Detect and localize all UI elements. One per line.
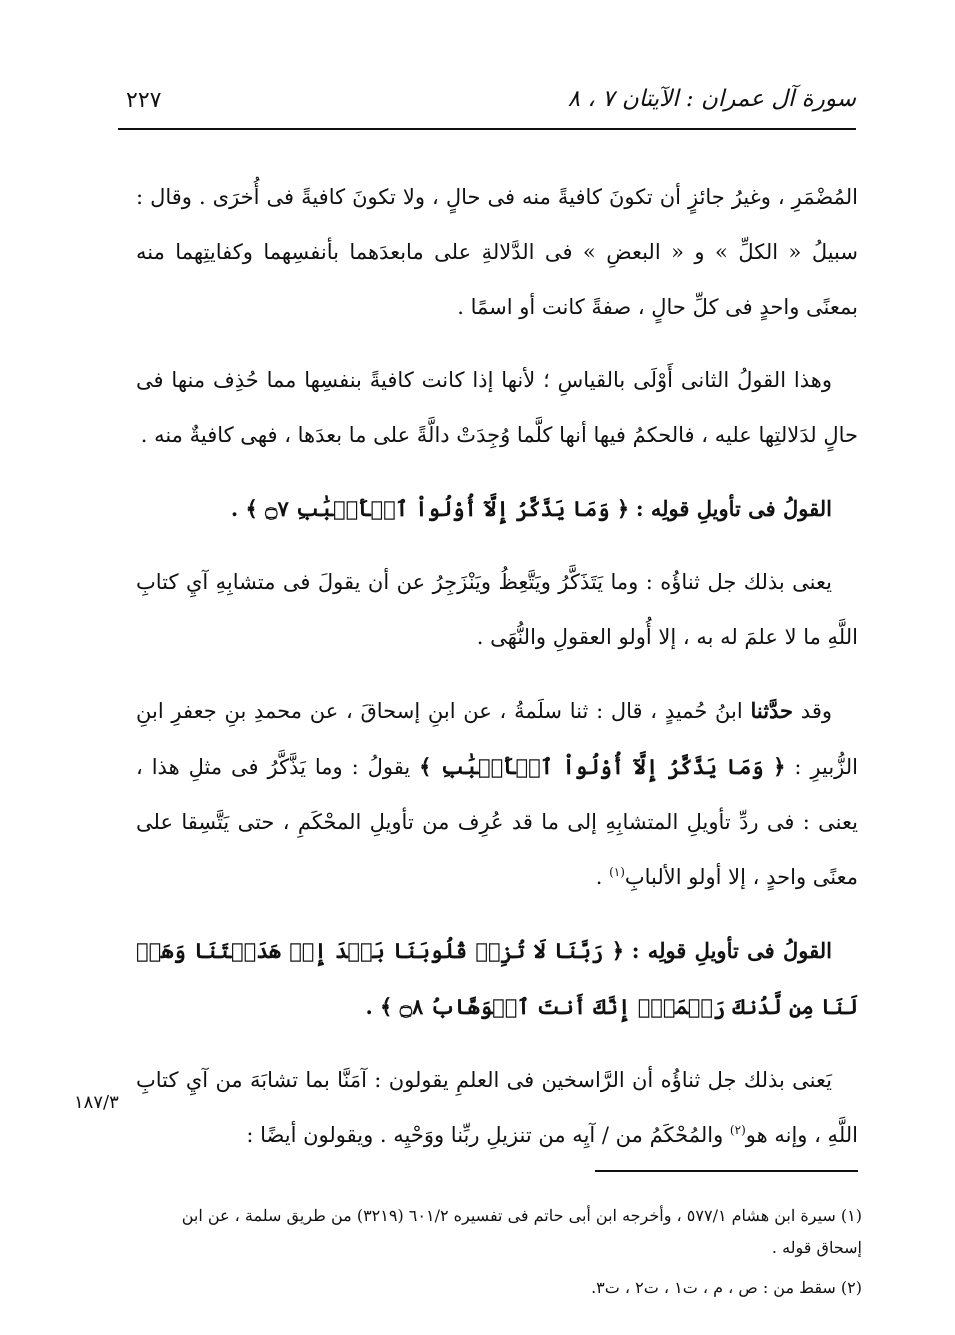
quran-verse: ﴿ وَمَا يَذَّكَّرُ إِلَّآ أُوْلُواْ ٱلۡأَلۡبَٰبِ ۝٧ ﴾ . [230, 496, 630, 521]
heading-label: القولُ فى تأويلِ قولِه : [631, 938, 832, 963]
paragraph-2: وهذا القولُ الثانى أَوْلَى بالقياسِ ؛ لأنها إذا كانت كافيةً بنفسِها مما حُذِف منها فى حالٍ لدَلالتِها عليه ، فالحكمُ فيها أنها كلَّما وُجِدَتْ دالَّةً على ما بعدَها ، فهى كافيةٌ منه . [136, 368, 858, 447]
footnote-2: (٢) سقط من : ص ، م ، ت١ ، ت٢ ، ت٣. [591, 1278, 862, 1297]
haddathana: حدَّثنا [750, 698, 794, 723]
footnote-1: (١) سيرة ابن هشام ٥٧٧/١ ، وأخرجه ابن أبى حاتم فى تفسيره ٦٠١/٢ (٣٢١٩) من طريق سلمة ، عن ابن إسحاق قوله . [181, 1206, 862, 1257]
paragraph-4 [136, 1053, 858, 1163]
heading-verse-8 [136, 923, 858, 1035]
footnote-ref: (١) [609, 865, 625, 879]
isnad-lead: وقد [800, 699, 832, 723]
main-text [136, 170, 858, 1181]
paragraph-4-start: يَعنى بذلك جل ثناؤُه أن الرَّاسخين فى العلمِ يقولون : آمَنَّا بما تشابَهَ من آيِ كتابِ اللَّهِ ، وإنه هو [136, 1068, 858, 1147]
paragraph-4-rest: والمُحْكَمُ من / آيِه من تنزيلِ ربِّنا ووَحْيِه . ويقولون أيضًا : [246, 1123, 724, 1147]
page-number: ٢٢٧ [126, 88, 162, 113]
margin-volume-page: ١٨٧/٣ [74, 1092, 119, 1113]
header-title: سورة آل عمران : الآيتان ٧ ، ٨ [567, 86, 856, 112]
quran-verse: ﴿ رَبَّنَا لَا تُزِغۡ قُلُوبَنَا بَعۡدَ إِذۡ هَدَيۡتَنَا وَهَبۡ لَنَا مِن لَّدُنكَ رَحۡمَةًۚ إِنَّكَ أَنتَ ٱلۡوَهَّابُ ۝٨ ﴾ . [136, 938, 858, 1019]
heading-verse-7 [136, 481, 858, 537]
footnotes [150, 1200, 862, 1312]
header-rule [118, 128, 856, 130]
quran-verse: ﴿ وَمَا يَذَّكَّرُ إِلَّآ أُوْلُواْ ٱلۡأَلۡبَٰبِ ﴾ [419, 754, 786, 779]
paragraph-1: المُضْمَرِ ، وغيرُ جائزٍ أن تكونَ كافيةً منه فى حالٍ ، ولا تكونَ كافيةً فى أُخرَى . وقال : سبيلُ « الكلِّ » و « البعضِ » فى الدَّلالةِ على مابعدَهما بأنفسِهما وكفايتِهما منه بمعنًى واحدٍ فى كلِّ حالٍ ، صفةً كانت أو اسمًا . [136, 185, 858, 319]
heading-label: القولُ فى تأويلِ قولِه : [635, 496, 832, 521]
running-header [118, 86, 856, 126]
footnote-rule [595, 1170, 858, 1172]
isnad-text-1: ابنُ حُميدٍ ، قال : ثنا سلَمةُ ، عن ابنِ إسحاقَ ، عن محمدِ بنِ جعفرِ ابنِ الزُّبيرِ : [136, 699, 858, 779]
isnad-text-2: يقولُ : وما يَذَّكَّرُ فى مثلِ هذا ، يعنى : فى ردِّ تأويلِ المتشابِهِ إلى ما قد عُرِف من تأويلِ المحْكَمِ ، حتى يَتَّسِقا على معنًى واحدٍ ، إلا أولو الألبابِ [136, 755, 858, 889]
footnote-ref: (٢) [729, 1123, 746, 1137]
paragraph-3: يعنى بذلك جل ثناؤُه : وما يَتَذَكَّرُ ويَتَّعِظُ ويَنْزَجِرُ عن أن يقولَ فى متشابِهِ آيِ كتابِ اللَّهِ ما لا علمَ له به ، إلا أُولو العقولِ والنُّهَى . [136, 570, 858, 649]
isnad-end: . [595, 865, 603, 889]
isnad-paragraph [136, 683, 858, 905]
